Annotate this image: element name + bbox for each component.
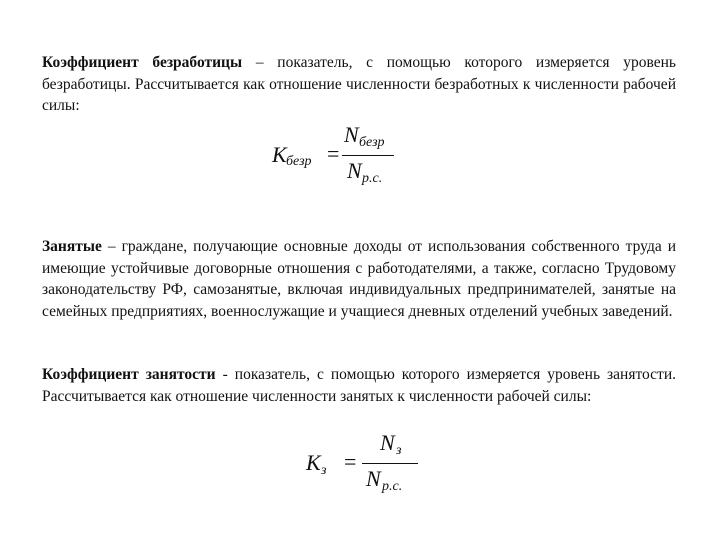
unemployment-rate-text: – показатель, с помощью которого измеряется уровень безработицы. Рассчитывается как отношение численности безработных к численности рабочей силы: — [42, 54, 676, 114]
term-employment-rate: Коэффициент занятости — [42, 366, 216, 383]
formula-equals: = — [327, 141, 340, 166]
term-employed: Занятые — [42, 238, 102, 255]
formula-lhs-symbol: K — [272, 142, 287, 167]
formula-numerator-subscript: з — [396, 443, 402, 458]
employment-rate-formula — [306, 432, 436, 498]
unemployment-rate-definition — [42, 52, 676, 117]
formula-lhs-subscript: безр — [286, 154, 312, 169]
formula-lhs-symbol: K — [306, 450, 321, 475]
formula-denominator-symbol: N — [347, 158, 362, 183]
formula-denominator-subscript: р.с. — [362, 171, 383, 186]
formula-lhs-subscript: з — [321, 463, 327, 478]
formula-denominator-symbol: N — [366, 466, 381, 491]
formula-numerator-subscript: безр — [359, 135, 385, 150]
employment-rate-definition — [42, 364, 676, 407]
formula-numerator-symbol: N — [344, 122, 359, 147]
employment-rate-text: - показатель, с помощью которого измеряется уровень занятости. Рассчитывается как отношение численности занятых к численности рабочей силы: — [42, 366, 676, 405]
formula-equals: = — [344, 449, 357, 474]
unemployment-rate-formula — [272, 124, 402, 190]
fraction-bar — [342, 155, 394, 156]
employed-definition — [42, 236, 676, 322]
term-unemployment-rate: Коэффициент безработицы — [42, 54, 243, 71]
formula-numerator-symbol: N — [380, 430, 395, 455]
employed-text: – граждане, получающие основные доходы от использования собственного труда и имеющие устойчивые договорные отношения с работодателями, а также, согласно Трудовому законодательству РФ, самозанятые, включая индивидуальных предпринимателей, занятые на семейных предприятиях, военнослужащие и учащиеся дневных отделений учебных заведений. — [42, 238, 676, 320]
formula-denominator-subscript: р.с. — [382, 479, 403, 494]
fraction-bar — [362, 463, 418, 464]
